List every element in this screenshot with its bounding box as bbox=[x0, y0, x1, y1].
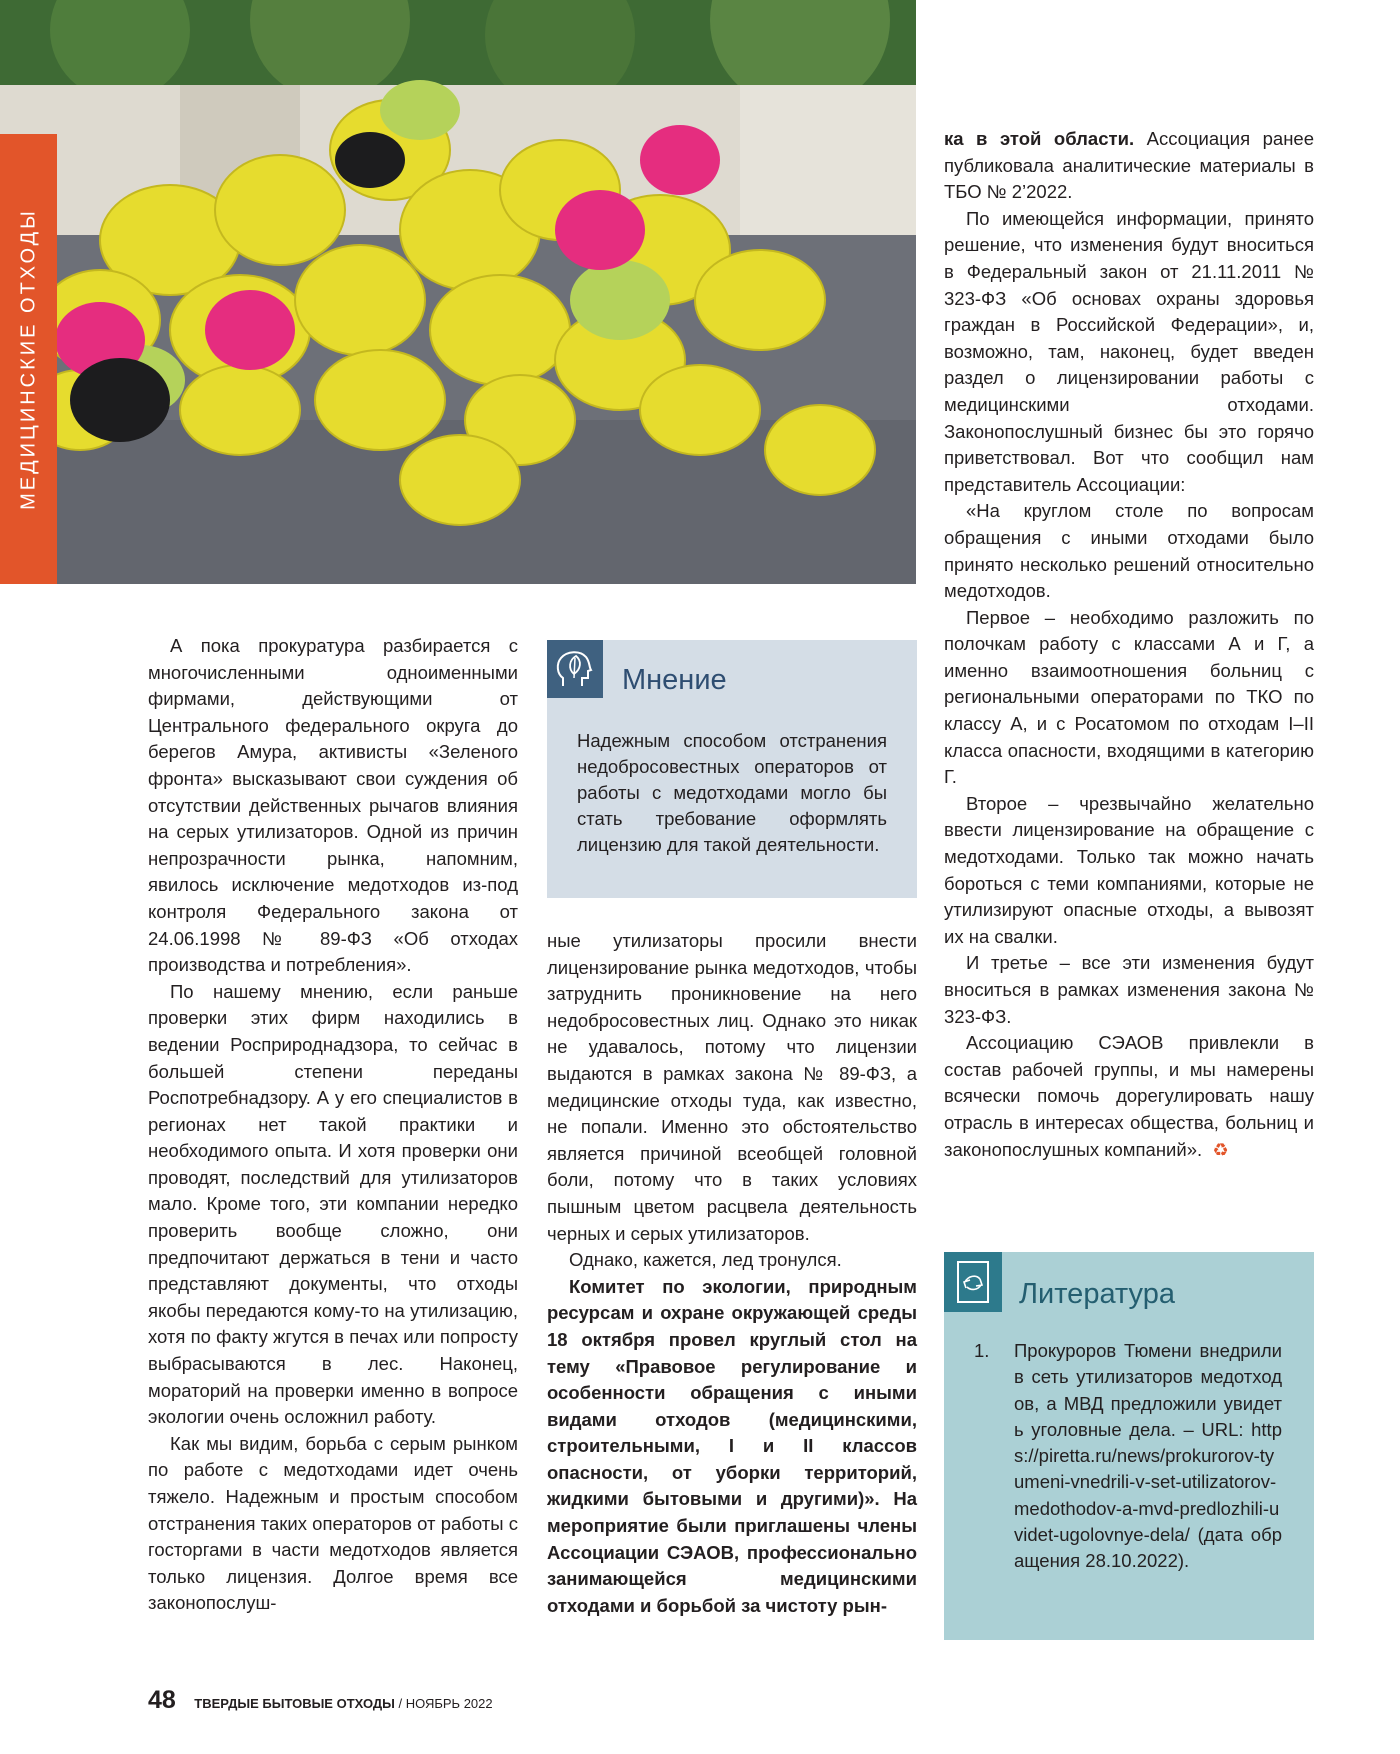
paragraph bbox=[944, 126, 1314, 206]
middle-column bbox=[547, 928, 917, 1619]
paragraph: А пока прокуратура разбирается с многочисленными одноименными фирмами, действующими от Центрального федерального округа до берегов Амура, активисты «Зеленого фронта» высказывают свои суждения об отсутствии действенных рычагов влияния на серых утилизаторов. Одной из причин непрозрачности рынка, напомним, явилось исключение медотходов из-под контроля Федерального закона от 24.06.1998 № 89-ФЗ «Об отходах производства и потребления». bbox=[148, 635, 518, 976]
opinion-text: Надежным способом отстранения недобросовестных операторов от работы с медотходами могло бы стать требование оформлять лицензию для такой деятельности. bbox=[577, 730, 887, 855]
paragraph: И третье – все эти изменения будут вноситься в рамках изменения закона № 323-ФЗ. bbox=[944, 952, 1314, 1027]
paragraph: Второе – чрезвычайно желательно ввести лицензирование на обращение с медотходами. Только так можно начать бороться с теми компаниями, которые не утилизируют опасные отходы, а вывозят их на свалки. bbox=[944, 792, 1314, 947]
paragraph-bold bbox=[547, 1274, 917, 1620]
opinion-box bbox=[547, 640, 917, 898]
opinion-title: Мнение bbox=[622, 664, 727, 696]
recycle-icon: ♻ bbox=[1212, 1139, 1229, 1160]
paragraph: По имеющейся информации, принято решение, что изменения будут вноситься в Федеральный закон от 21.11.2011 № 323-ФЗ «Об основах охраны здоровья граждан в Российской Федерации», и, возможно, там, наконец, будет введен раздел о лицензировании работы с медицинскими отходами. Законопослушный бизнес бы это горячо приветствовал. Вот что сообщил нам представитель Ассоциации: bbox=[944, 207, 1314, 495]
bold-text: ка в этой области. bbox=[944, 128, 1135, 149]
paragraph: «На круглом столе по вопросам обращения с иными отходами было принято несколько решений относительно медотходов. bbox=[944, 500, 1314, 602]
paragraph-text: Ассоциацию СЭАОВ привлекли в состав рабочей группы, и мы намерены всячески помочь дорегулировать нашу отрасль в интересах общества, больниц и законопослушных компаний». bbox=[944, 1032, 1314, 1160]
recycle-document-icon bbox=[944, 1252, 1002, 1312]
bold-text: Комитет по экологии, природным ресурсам и охране окружающей среды 18 октября провел круглый стол на тему «Правовое регулирование и особенности обращения с иными видами отходов (медицинскими, строительными, I и II классов опасности, от уборки территорий, жидкими бытовыми и другими)». На мероприятие были приглашены члены Ассоциации СЭАОВ, профессионально занимающейся медицинскими отходами и борьбой за чистоту рын- bbox=[547, 1275, 917, 1616]
waste-bags-photo bbox=[0, 0, 916, 584]
paragraph: Однако, кажется, лед тронулся. bbox=[569, 1249, 842, 1271]
section-tab bbox=[0, 134, 57, 584]
page-number: 48 bbox=[148, 1686, 176, 1714]
left-column bbox=[148, 633, 518, 1617]
paragraph bbox=[944, 1030, 1314, 1163]
paragraph: Первое – необходимо разложить по полочкам работу с классами А и Г, а именно взаимоотношения больниц с региональными операторами по ТКО по классу А, и с Росатомом по отходам I–II класса опасности, входящими в категорию Г. bbox=[944, 606, 1314, 788]
reference-text: Прокуроров Тюмени внедрили в сеть утилизаторов медотходов, а МВД предложили увидеть уголовные дела. – URL: https://piretta.ru/news/prokurorov-tyumeni-vnedrili-v-set-utilizatorov-medothodov-a-mvd-predlozhili-uvidet-ugolovnye-dela/ (дата обращения 28.10.2022). bbox=[1014, 1340, 1282, 1572]
section-label: МЕДИЦИНСКИЕ ОТХОДЫ bbox=[17, 208, 39, 510]
page-footer bbox=[148, 1686, 493, 1715]
magazine-title: ТВЕРДЫЕ БЫТОВЫЕ ОТХОДЫ bbox=[194, 1696, 395, 1711]
paragraph: По нашему мнению, если раньше проверки этих фирм находились в ведении Росприроднадзора, то сейчас в большей степени переданы Роспотребнадзору. А у его специалистов в регионах нет такой практики и необходимого опыта. И хотя проверки они проводят, последствий для утилизаторов мало. Кроме того, эти компании нередко проверить вообще сложно, они предпочитают держаться в тени и часто представляют документы, что отходы якобы передаются кому-то на утилизацию, хотя по факту жгутся в печах или попросту выбрасываются в лес. Наконец, мораторий на проверки именно в вопросе экологии очень осложнил работу. bbox=[148, 980, 518, 1428]
issue-label: / НОЯБРЬ 2022 bbox=[394, 1696, 493, 1711]
paragraph-text: Ассоциация ранее публиковала аналитические материалы в ТБО № 2’2022. bbox=[944, 128, 1314, 203]
reference-number: 1. bbox=[974, 1340, 990, 1361]
literature-title: Литература bbox=[1019, 1278, 1175, 1310]
right-column bbox=[944, 126, 1314, 1163]
head-leaf-icon bbox=[547, 640, 603, 698]
literature-box bbox=[944, 1252, 1314, 1640]
paragraph: Как мы видим, борьба с серым рынком по работе с медотходами идет очень тяжело. Надежным и простым способом отстранения таких операторов от работы с госторгами в части медотходов является только лицензия. Долгое время все законопослуш- bbox=[148, 1432, 518, 1614]
paragraph: ные утилизаторы просили внести лицензирование рынка медотходов, чтобы затруднить проникновение на него недобросовестных лиц. Однако это никак не удавалось, потому что лицензии выдаются в рамках закона № 89-ФЗ, а медицинские отходы туда, как известно, не попали. Именно это обстоятельство является причиной всеобщей головной боли, потому что в таких условиях пышным цветом расцвела деятельность черных и серых утилизаторов. bbox=[547, 930, 917, 1244]
